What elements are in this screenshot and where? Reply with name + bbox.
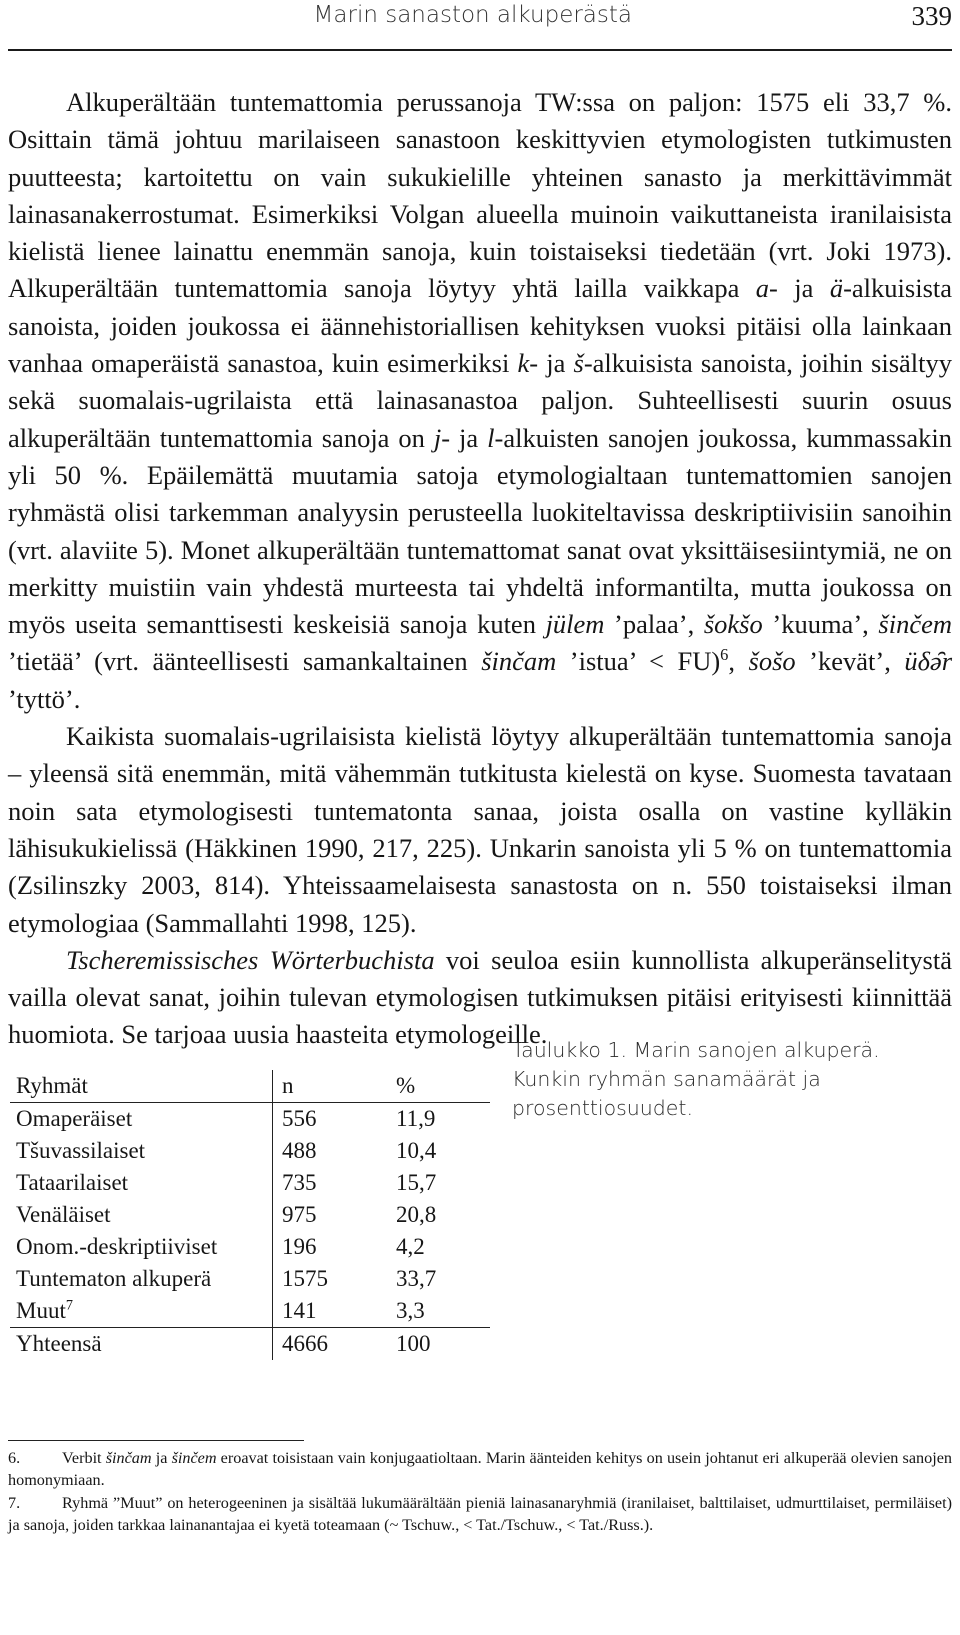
column-header-pct: %: [390, 1070, 490, 1103]
text-run: ja: [538, 348, 574, 379]
origins-table-wrapper: [10, 1070, 490, 1360]
column-header-n: n: [273, 1070, 391, 1103]
cell-n: 4666: [273, 1328, 391, 1361]
italic-term: š-: [573, 348, 593, 379]
running-title: Marin sanaston alkuperästä: [313, 2, 632, 28]
text-run: ’kevät’,: [795, 646, 905, 677]
cell-n: 196: [273, 1231, 391, 1263]
text-run: eroavat toisistaan vain konjugaatioltaan. Marin äänteiden kehitys on usein johtanut eri alkuperää olevien sanojen homonymiaan.: [8, 1449, 952, 1490]
italic-term: ä-: [829, 273, 852, 304]
cell-pct: 4,2: [396, 1234, 425, 1259]
origins-table: [10, 1070, 490, 1360]
table-total-row: [10, 1328, 490, 1361]
table-caption: Taulukko 1. Marin sanojen alkuperä. Kunkin ryhmän sanamäärät ja prosenttiosuudet.: [512, 1038, 880, 1120]
text-run: ’kuuma’,: [762, 609, 879, 640]
table-row: [10, 1199, 490, 1231]
cell-n: 141: [273, 1295, 391, 1328]
cell-pct: 10,4: [396, 1138, 437, 1163]
table-row: [10, 1135, 490, 1167]
cell-n: 975: [273, 1199, 391, 1231]
italic-word: üδə̑r: [904, 646, 953, 677]
text-run: ’istua’ < FU): [556, 646, 721, 677]
cell-group: Yhteensä: [10, 1328, 273, 1361]
text-run: ’tyttö’.: [8, 683, 81, 714]
table-row: [10, 1295, 490, 1328]
table-row: [10, 1103, 490, 1136]
italic-word: jülem: [545, 609, 605, 640]
italic-word: šinčam: [105, 1449, 152, 1467]
cell-group: Venäläiset: [16, 1202, 111, 1227]
text-run: ’palaa’,: [604, 609, 704, 640]
text-run: ,: [728, 646, 749, 677]
footnotes: [8, 1447, 952, 1536]
italic-word: šinčem: [878, 609, 952, 640]
italic-word: šinčam: [481, 646, 557, 677]
group-label: Muut: [16, 1298, 66, 1323]
text-run: Alkuperältään tuntemattomia perussanoja TW:ssa on paljon: 1575 eli 33,7 %. Osittain tämä johtuu marilaiseen sanastoon keskittyvien etymologisten tutkimusten puutteesta; kartoitettu on vain sukukielille yhteinen sanasto ja merkittävimmät lainasanakerrostumat. Esimerkiksi Volgan alueella muinoin vaikuttaneista iranilaisista kielistä lienee lainattu enemmän sanoja, kuin toistaiseksi tiedetään (vrt. Joki 1973). Alkuperältään tuntemattomia sanoja löytyy yhtä lailla vaikkapa: [8, 87, 952, 304]
footnote-6: [8, 1447, 952, 1492]
cell-group: Onom.-deskriptiiviset: [16, 1234, 218, 1259]
cell-n: 735: [273, 1167, 391, 1199]
text-run: ja: [151, 1449, 172, 1467]
cell-pct: 100: [390, 1328, 490, 1361]
table-row: [10, 1231, 490, 1263]
footnote-number: 6.: [8, 1449, 21, 1467]
footnote-ref-7[interactable]: 7: [65, 1297, 73, 1314]
cell-group: Tšuvassilaiset: [16, 1138, 146, 1163]
paragraph-1: [8, 84, 952, 718]
italic-word: šokšo: [703, 609, 763, 640]
footnote-rule: [8, 1440, 304, 1441]
cell-group: Tataarilaiset: [16, 1170, 129, 1195]
cell-group: Omaperäiset: [16, 1106, 133, 1131]
text-run: ja: [450, 422, 488, 453]
book-title: Tscheremissisches Wörterbuchista: [66, 944, 435, 975]
table-row: [10, 1263, 490, 1295]
cell-pct: 33,7: [396, 1266, 437, 1291]
text-run: Ryhmä ”Muut” on heterogeeninen ja sisältää lukumäärältään pieniä lainasanaryhmiä (iranilaiset, balttilaiset, udmurttilaiset, permiläiset) ja sanoja, joiden tarkkaa lainanantajaa ei kyetä toteamaan (~ Tschuw., < Tat./Tschuw., < Tat./Russ.).: [8, 1493, 952, 1534]
header-rule: [8, 49, 952, 51]
italic-term: j-: [433, 422, 451, 453]
italic-word: šošo: [748, 646, 796, 677]
text-run: ja: [777, 273, 830, 304]
italic-term: a-: [755, 273, 778, 304]
cell-pct: 20,8: [396, 1202, 437, 1227]
cell-n: 556: [273, 1103, 391, 1136]
table-header-row: [10, 1070, 490, 1103]
footnote-number: 7.: [8, 1493, 21, 1512]
text-run: alkuisista sanoista, joiden joukossa ei äännehistoriallisen kehityksen vuoksi pitäisi olla lainkaan vanhaa omaperäistä sanastoa, kuin esimerkiksi: [8, 273, 953, 379]
cell-pct: 11,9: [396, 1106, 436, 1131]
page-header: [0, 0, 960, 52]
footnote-7: [8, 1492, 952, 1537]
cell-n: 488: [273, 1135, 391, 1167]
italic-term: l-: [487, 422, 504, 453]
text-run: ’tietää’ (vrt. äänteellisesti samankaltainen: [8, 646, 482, 677]
cell-group: [10, 1295, 273, 1328]
table-row: [10, 1167, 490, 1199]
text-run: voi seuloa esiin kunnollista alkuperänselitystä vailla olevat sanat, joihin tulevan etymologisen tutkimuksen pitäisi erityisesti kiinnittää huomiota. Se tarjoaa uusia haasteita etymologeille.: [8, 944, 952, 1050]
italic-term: k-: [517, 348, 539, 379]
paragraph-2: Kaikista suomalais-ugrilaisista kielistä löytyy alkuperältään tuntemattomia sanoja – yleensä sitä enemmän, mitä vähemmän tutkitusta kielestä on kyse. Suomesta tavataan noin sata etymologisesti tuntematonta sanaa, joista osalla on vastine kylläkin lähisukukielissä (Häkkinen 1990, 217, 225). Unkarin sanoista yli 5 % on tuntemattomia (Zsilinszky 2003, 814). Yhteissaamelaisesta sanastosta on n. 550 toistaiseksi ilman etymologiaa (Sammallahti 1998, 125).: [8, 721, 952, 938]
text-run: alkuisten sanojen joukossa, kummassakin yli 50 %. Epäilemättä muutamia satoja etymologialtaan tuntemattomien sanojen ryhmästä olisi tarkemman analyysin perusteella luokiteltavissa deskriptiivisiin sanoihin (vrt. alaviite 5). Monet alkuperältään tuntemattomat sanat ovat yksittäisesiintymiä, ne on merkitty muistiin vain yhdestä murteesta tai yhdeltä informantilta, mutta joukossa on myös useita semanttisesti keskeisiä sanoja kuten: [8, 422, 952, 640]
body-text: [8, 84, 952, 1054]
page-number: 339: [911, 1, 952, 31]
text-run: Verbit: [62, 1449, 106, 1467]
cell-n: 1575: [273, 1263, 391, 1295]
cell-group: Tuntematon alkuperä: [16, 1266, 212, 1291]
cell-pct: 3,3: [396, 1298, 425, 1323]
italic-word: šinčem: [171, 1449, 217, 1467]
footnote-ref-6[interactable]: 6: [720, 645, 729, 665]
text-run: alkuisista sanoista, joihin sisältyy sekä suomalais-ugrilaista että lainasanastoa paljon. Suhteellisesti suurin osuus alkuperältään tuntemattomia sanoja on: [8, 348, 952, 453]
column-header-group: Ryhmät: [10, 1070, 273, 1103]
cell-pct: 15,7: [396, 1170, 437, 1195]
